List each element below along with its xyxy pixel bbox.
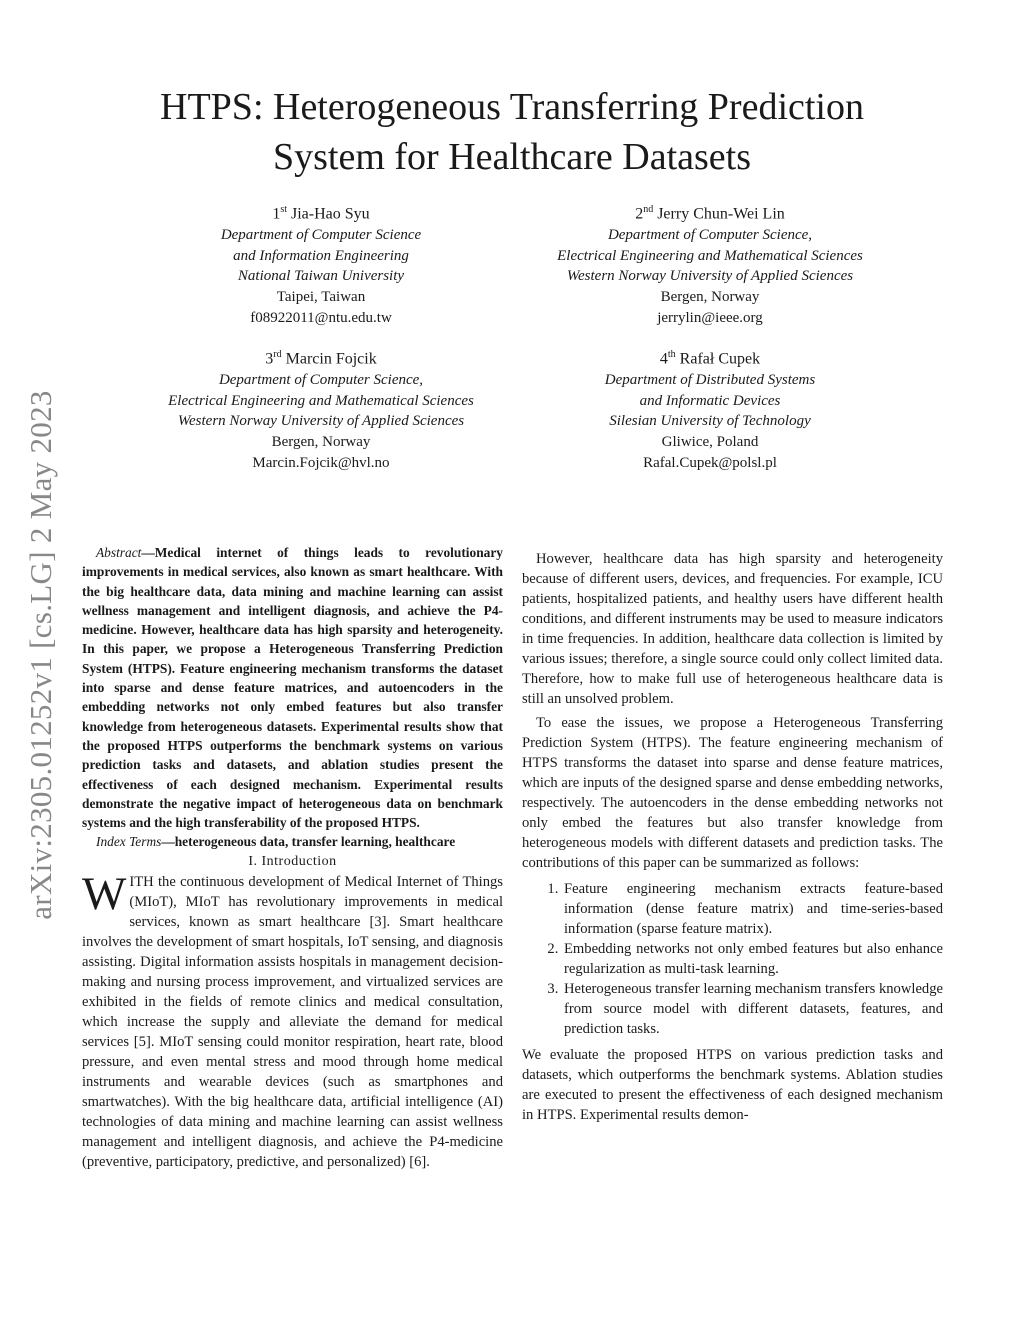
index-terms-text: —heterogeneous data, transfer learning, healthcare — [161, 834, 456, 850]
author-affiliation: Department of Distributed Systems — [604, 372, 816, 389]
author-name-text: Jia-Hao Syu — [291, 205, 370, 223]
section-heading: I. Introduction — [248, 853, 337, 869]
author-affiliation: Western Norway University of Applied Sciences — [566, 268, 854, 285]
abstract-text: —Medical internet of things leads to revolutionary improvements in medical services, also known as smart healthcare. With the big healthcare data, data mining and machine learning can assist wellness management and intelligent diagnosis, and achieve the P4-medicine. However, healthcare data has high sparsity and heterogeneity. In this paper, we propose a Heterogeneous Transferring Prediction System (HTPS). Feature engineering mechanism transforms the dataset into sparse and dense feature matrices, and autoencoders in the embedding networks not only embed features but also transfer knowledge from heterogeneous datasets. Experimental results show that the proposed HTPS outperforms the benchmark systems on various prediction tasks and datasets, and ablation studies present the effectiveness of each designed mechanism. Experimental results demonstrate the negative impact of heterogeneous data on benchmark systems and the high transferability of the proposed HTPS. — [82, 545, 503, 831]
author-ordinal: 4 — [659, 350, 668, 368]
author-ordinal: 2 — [635, 205, 644, 223]
author-name — [500, 345, 920, 370]
intro-paragraph-1 — [82, 867, 503, 1172]
author-ordinal-suffix: th — [667, 349, 676, 360]
author-location: Bergen, Norway — [660, 289, 760, 306]
author-block — [111, 345, 531, 474]
author-ordinal: 1 — [272, 205, 281, 223]
author-name — [500, 200, 920, 225]
author-affiliation: Electrical Engineering and Mathematical Sciences — [557, 247, 863, 264]
author-block — [111, 200, 531, 329]
index-terms — [82, 832, 503, 851]
author-affiliation: Silesian University of Technology — [609, 413, 811, 430]
list-item: 3. Heterogeneous transfer learning mechanism transfers knowledge from source model with different datasets, features, and prediction tasks. — [562, 979, 943, 1039]
author-affiliation: and Informatic Devices — [639, 392, 781, 409]
paragraph-text: ITH the continuous development of Medical Internet of Things (MIoT), MIoT has revolutionary improvements in medical services, known as smart healthcare [3]. Smart healthcare involves the development of smart hospitals, IoT sensing, and diagnosis assisting. Digital information assists hospitals in management decision-making and nursing process improvement, and virtualized services are exhibited in the fields of remote clinics and medical consultation, which increase the supply and alleviate the demand for medical services [5]. MIoT sensing could monitor respiration, heart rate, blood pressure, and even mental stress and mood through home medical instruments and wearable devices (such as smartphones and smartwatches). With the big healthcare data, artificial intelligence (AI) technologies of data mining and machine learning can assist wellness management and intelligent diagnosis, and achieve the P4-medicine (preventive, participatory, predictive, and personalized) [6]. — [82, 873, 503, 1170]
intro-paragraph-3: To ease the issues, we propose a Heterogeneous Transferring Prediction System (HTPS). The feature engineering mechanism of HTPS transforms the dataset into sparse and dense feature matrices, which are inputs of the designed sparse and dense embedding networks, respectively. The autoencoders in the dense embedding networks not only embed the features but also transfer knowledge from heterogeneous models with different datasets and prediction tasks. The contributions of this paper can be summarized as follows: — [522, 715, 943, 871]
author-email: jerrylin@ieee.org — [657, 309, 763, 326]
arxiv-stamp: arXiv:2305.01252v1 [cs.LG] 2 May 2023 — [23, 390, 58, 920]
abstract-label: Abstract — [96, 545, 142, 560]
index-terms-label: Index Terms — [96, 834, 162, 850]
author-affiliation: Western Norway University of Applied Sciences — [177, 413, 465, 430]
title-line: System for Healthcare Datasets — [273, 136, 751, 178]
author-affiliation: National Taiwan University — [237, 268, 405, 285]
author-affiliation: Department of Computer Science — [220, 227, 422, 244]
author-affiliation: Department of Computer Science, — [218, 372, 424, 389]
author-name-text: Rafał Cupek — [679, 350, 761, 368]
list-item: 1. Feature engineering mechanism extracts feature-based information (dense feature matrix) and time-series-based information (sparse feature matrix). — [562, 879, 943, 939]
list-item: 2. Embedding networks not only embed features but also enhance regularization as multi-task learning. — [562, 939, 943, 979]
author-ordinal-suffix: st — [280, 204, 287, 215]
right-column — [522, 543, 943, 1125]
drop-cap: W — [82, 867, 127, 920]
intro-paragraph-4: We evaluate the proposed HTPS on various prediction tasks and datasets, which outperforms the benchmark systems. Ablation studies are executed to present the effectiveness of each designed mechanism in HTPS. Experimental results demon- — [522, 1047, 943, 1123]
author-block — [500, 200, 920, 329]
author-block — [500, 345, 920, 474]
author-location: Bergen, Norway — [271, 434, 371, 451]
author-name-text: Jerry Chun-Wei Lin — [657, 205, 785, 223]
author-name — [111, 200, 531, 225]
author-ordinal-suffix: rd — [273, 349, 282, 360]
contributions-list — [522, 879, 943, 1039]
left-column — [82, 543, 503, 1172]
author-ordinal: 3 — [265, 350, 274, 368]
author-email: Rafal.Cupek@polsl.pl — [643, 454, 777, 471]
author-name-text: Marcin Fojcik — [285, 350, 377, 368]
title-line: HTPS: Heterogeneous Transferring Prediction — [160, 86, 864, 128]
author-location: Gliwice, Poland — [661, 434, 759, 451]
author-email: f08922011@ntu.edu.tw — [250, 309, 392, 326]
author-affiliation: Electrical Engineering and Mathematical Sciences — [168, 392, 474, 409]
author-ordinal-suffix: nd — [643, 204, 654, 215]
paper-title — [0, 82, 1024, 182]
author-affiliation: Department of Computer Science, — [607, 227, 813, 244]
abstract — [82, 543, 503, 832]
author-location: Taipei, Taiwan — [276, 289, 366, 306]
intro-paragraph-2: However, healthcare data has high sparsity and heterogeneity because of different users, devices, and frequencies. For example, ICU patients, hospitalized patients, and healthy users have different health conditions, and different instruments may be used to measure indicators in time frequencies. In addition, healthcare data collection is limited by various issues; therefore, a single source could only collect limited data. Therefore, how to make full use of heterogeneous healthcare data is still an unsolved problem. — [522, 551, 943, 707]
author-name — [111, 345, 531, 370]
author-affiliation: and Information Engineering — [233, 247, 409, 264]
author-email: Marcin.Fojcik@hvl.no — [252, 454, 390, 471]
